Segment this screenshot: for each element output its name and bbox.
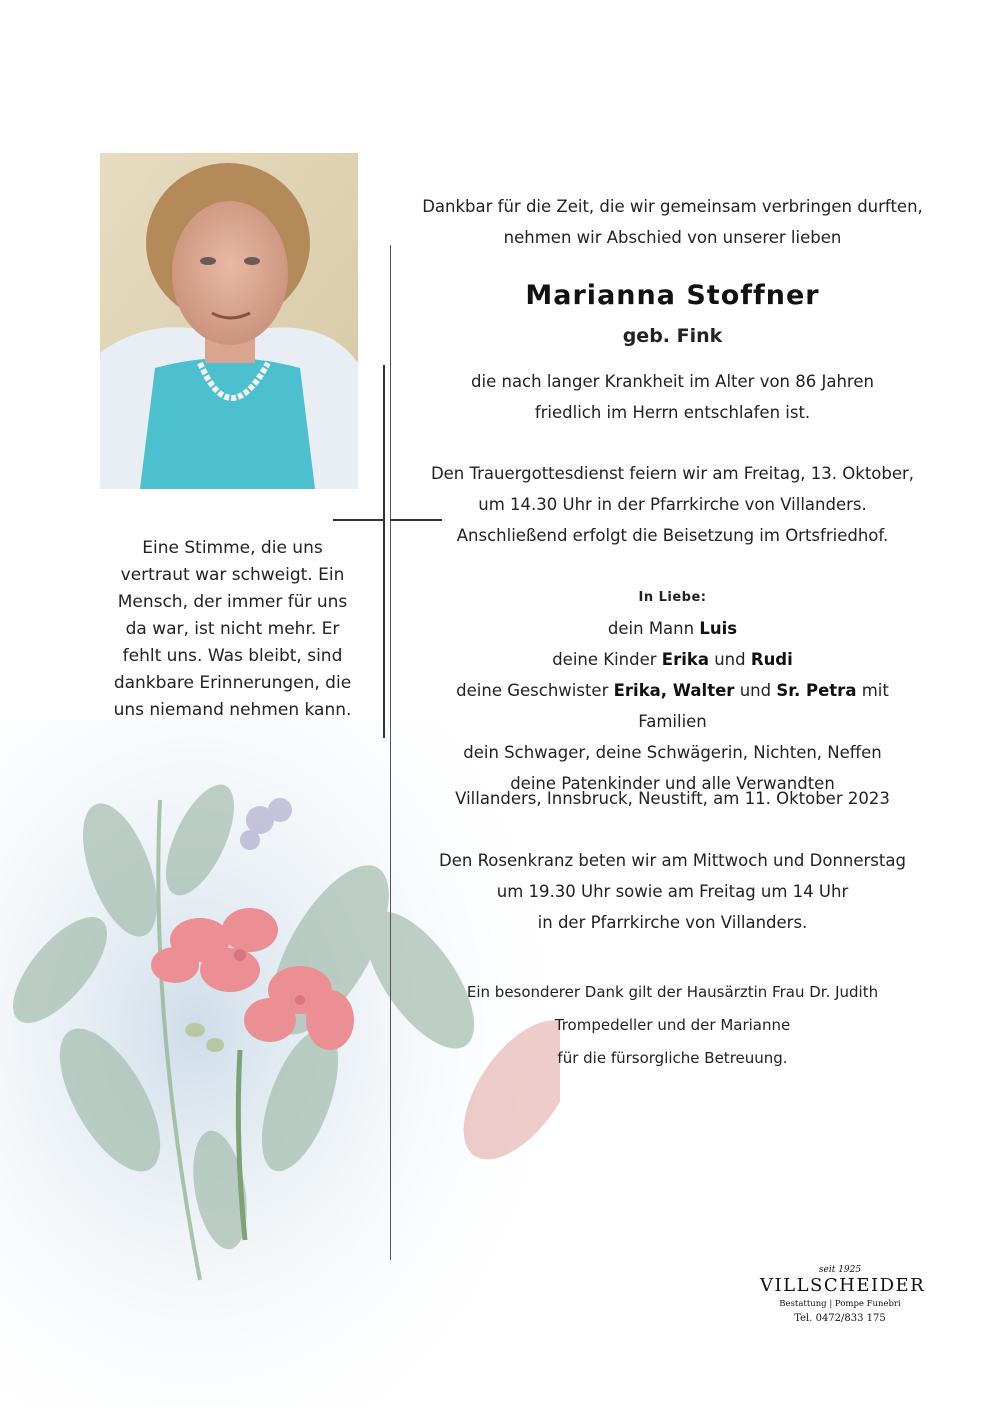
mourners-heading: In Liebe:	[638, 590, 707, 605]
funeral-line: Anschließend erfolgt die Beisetzung im Ortsfriedhof.	[456, 526, 889, 545]
rosary-line: in der Pfarrkirche von Villanders.	[537, 913, 808, 932]
conjunction: und	[739, 681, 772, 700]
mourner-prefix: deine Kinder	[552, 650, 657, 669]
cross-vertical-left	[383, 365, 385, 738]
death-notice-line: die nach langer Krankheit im Alter von 86 Jahren	[471, 372, 874, 391]
rosary-info	[420, 845, 925, 938]
deceased-name: Marianna Stoffner	[525, 280, 820, 311]
funeral-info	[420, 458, 925, 551]
poem-line: fehlt uns. Was bleibt, sind	[122, 646, 343, 666]
mourner-children	[420, 644, 925, 675]
mourners-list	[420, 582, 925, 799]
mourner-name: Sr. Petra	[776, 681, 857, 700]
logo-phone: Tel. 0472/833 175	[794, 1313, 886, 1324]
poem-line: da war, ist nicht mehr. Er	[125, 619, 340, 639]
mourner-name: Rudi	[750, 650, 793, 669]
funeral-home-logo	[760, 1265, 926, 1327]
mourner-suffix: mit Familien	[638, 681, 889, 731]
portrait-photo	[100, 153, 358, 489]
mourner-name: Erika, Walter	[613, 681, 735, 700]
death-notice	[420, 366, 925, 428]
logo-brand: VILLSCHEIDER	[760, 1275, 926, 1296]
mourner-prefix: dein Mann	[607, 619, 695, 638]
funeral-line: Den Trauergottesdienst feiern wir am Freitag, 13. Oktober,	[430, 464, 915, 483]
intro-line: Dankbar für die Zeit, die wir gemeinsam verbringen durften,	[422, 197, 923, 216]
mourner-spouse	[420, 613, 925, 644]
cross-vertical-right	[390, 245, 391, 1260]
poem-line: uns niemand nehmen kann.	[113, 700, 352, 720]
mourner-name: Luis	[699, 619, 738, 638]
thanks-line: für die fürsorgliche Betreuung.	[557, 1049, 788, 1067]
logo-services: Bestattung | Pompe Funebri	[779, 1299, 901, 1309]
thanks-line: Trompedeller und der Marianne	[554, 1016, 791, 1034]
birth-name: geb. Fink	[622, 325, 723, 347]
thanks-line: Ein besonderer Dank gilt der Hausärztin Frau Dr. Judith	[466, 983, 879, 1001]
mourner-siblings	[420, 675, 925, 737]
poem-line: vertraut war schweigt. Ein	[120, 565, 345, 585]
thanks-note	[420, 976, 925, 1075]
rosary-line: um 19.30 Uhr sowie am Freitag um 14 Uhr	[496, 882, 849, 901]
mourner-prefix: deine Geschwister	[456, 681, 609, 700]
conjunction: und	[714, 650, 746, 669]
memorial-poem	[110, 535, 355, 724]
poem-line: Mensch, der immer für uns	[117, 592, 348, 612]
poem-line: dankbare Erinnerungen, die	[113, 673, 352, 693]
poem-line: Eine Stimme, die uns	[142, 538, 323, 558]
mourner-godchildren: deine Patenkinder und alle Verwandten	[510, 774, 835, 793]
funeral-line: um 14.30 Uhr in der Pfarrkirche von Villanders.	[478, 495, 867, 514]
mourner-inlaws: dein Schwager, deine Schwägerin, Nichten, Neffen	[463, 743, 882, 762]
cross-horizontal-left	[333, 519, 385, 521]
death-notice-line: friedlich im Herrn entschlafen ist.	[534, 403, 811, 422]
intro-line: nehmen wir Abschied von unserer lieben	[503, 228, 842, 247]
rosary-line: Den Rosenkranz beten wir am Mittwoch und Donnerstag	[439, 851, 906, 870]
logo-since: seit 1925	[818, 1265, 862, 1275]
intro-text	[420, 191, 925, 253]
mourner-name: Erika	[661, 650, 709, 669]
place-date: Villanders, Innsbruck, Neustift, am 11. Oktober 2023	[455, 789, 890, 808]
